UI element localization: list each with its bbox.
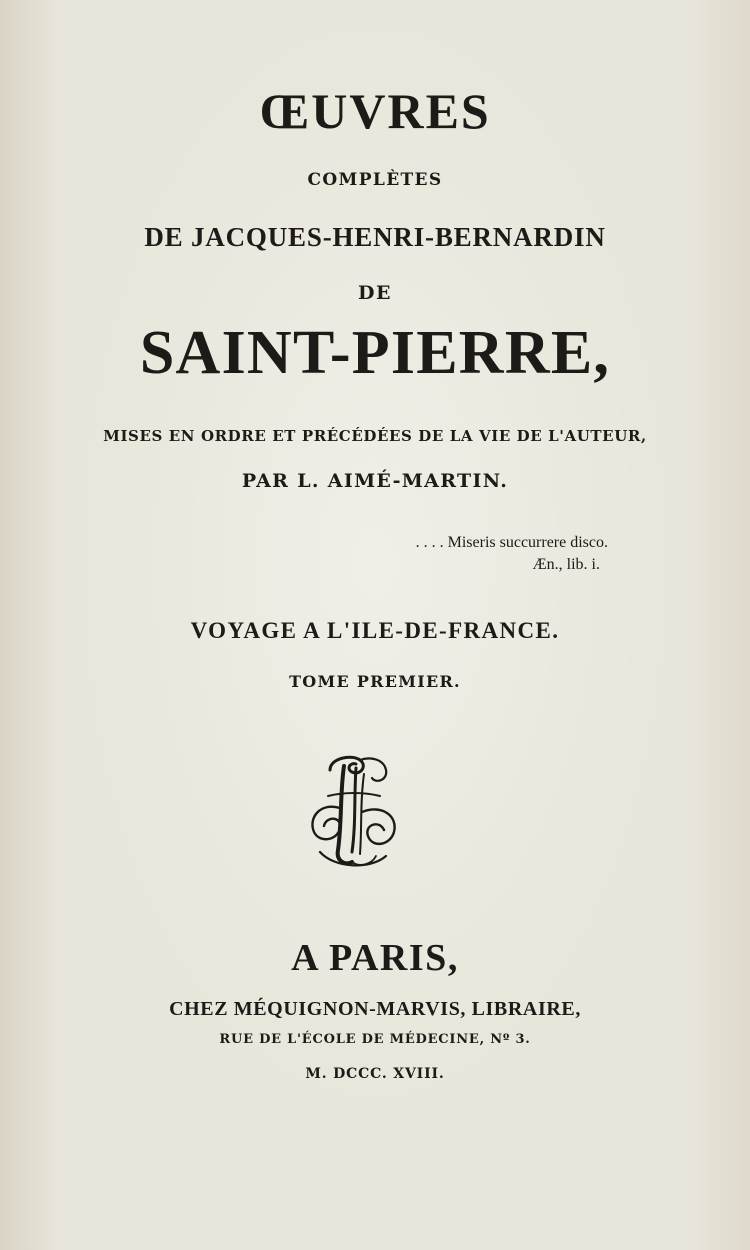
epigraph-source: Æn., lib. i. xyxy=(532,556,600,573)
place: A PARIS, xyxy=(291,937,459,979)
volume-label: TOME PREMIER. xyxy=(289,672,461,691)
book-title: ŒUVRES xyxy=(259,83,491,139)
author-line-2: DE xyxy=(358,282,392,304)
book-subtitle: COMPLÈTES xyxy=(307,170,443,190)
epigraph-text: . . . . Miseris succurrere disco. xyxy=(415,534,608,551)
publication-date: M. DCCC. XVIII. xyxy=(305,1066,445,1082)
editor-name: PAR L. AIMÉ-MARTIN. xyxy=(241,470,509,492)
editor-line: MISES EN ORDRE ET PRÉCÉDÉES DE LA VIE DE L'AUTEUR, xyxy=(103,427,647,445)
publisher: CHEZ MÉQUIGNON-MARVIS, LIBRAIRE, xyxy=(169,998,581,1020)
epigraph xyxy=(350,532,608,576)
author-line-1: DE JACQUES-HENRI-BERNARDIN xyxy=(144,222,606,252)
publisher-address: RUE DE L'ÉCOLE DE MÉDECINE, Nº 3. xyxy=(219,1032,531,1047)
work-title: VOYAGE A L'ILE-DE-FRANCE. xyxy=(190,618,560,643)
author-name: SAINT-PIERRE, xyxy=(139,319,611,387)
monogram-icon xyxy=(300,752,406,872)
